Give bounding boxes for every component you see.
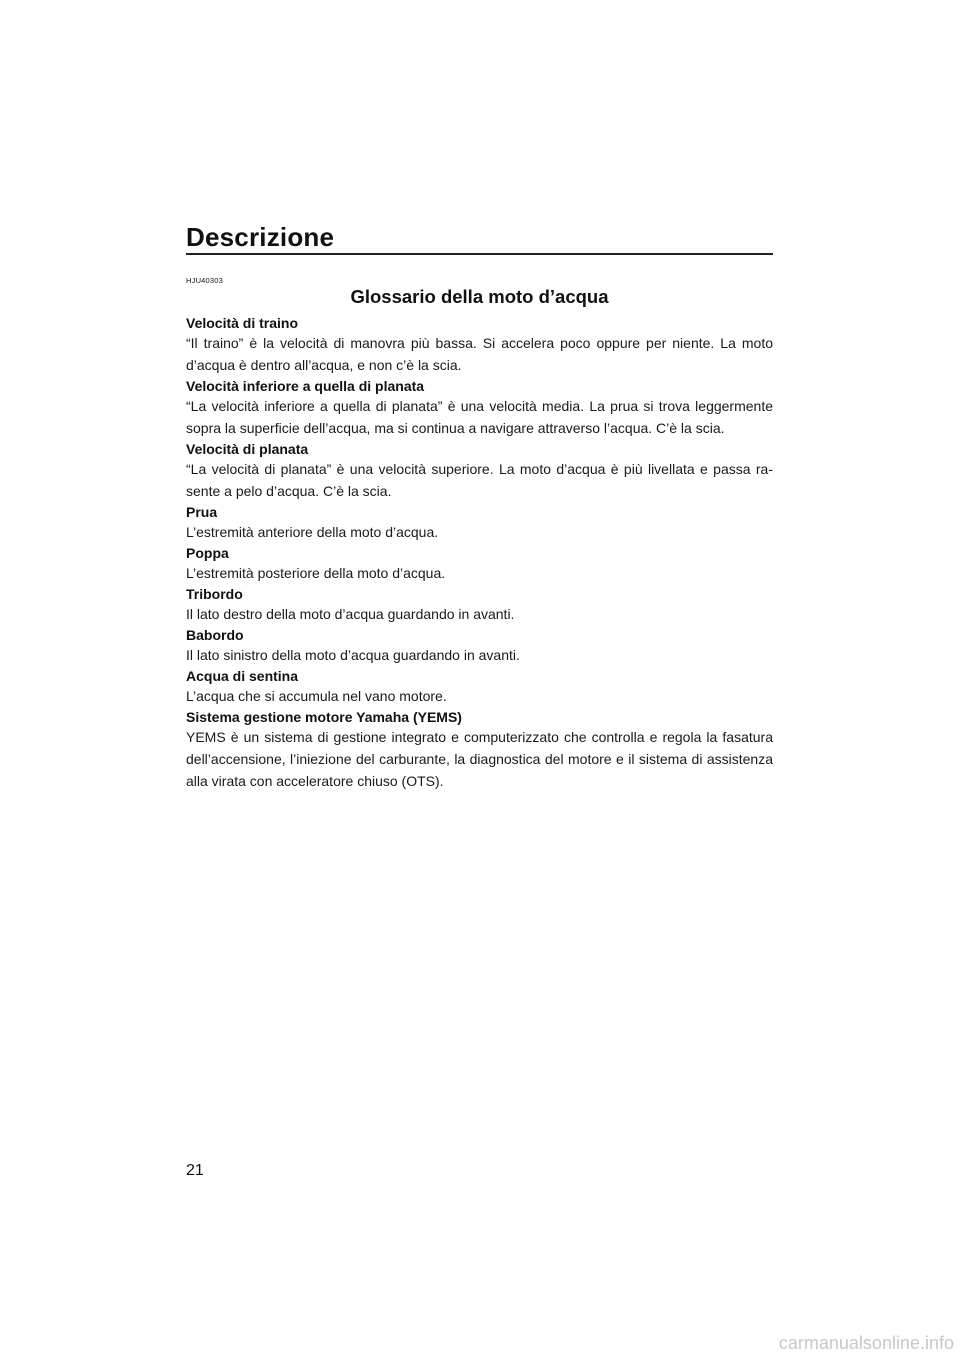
glossary-definition: “La velocità inferiore a quella di planata” è una velocità media. La prua si trova leggermente sopra la superficie dell’acqua, ma si continua a navigare attraverso l’acqua. C’è la scia. [186,398,773,436]
glossary-definition: L’estremità anteriore della moto d’acqua. [186,524,439,540]
watermark-link[interactable]: carmanualsonline.info [778,1333,954,1353]
glossary-definition: YEMS è un sistema di gestione integrato e computerizzato che controlla e regola la fasatura dell’accensione, l’iniezione del carburante, la diagnostica del motore e il sistema di assistenza alla virata con acceleratore chiuso (OTS). [186,729,773,789]
glossary-entry [186,626,773,666]
glossary-entry [186,503,773,543]
glossary-entry [186,667,773,707]
glossary-definition: “La velocità di planata” è una velocità superiore. La moto d’acqua è più livellata e passa ra-sente a pelo d’acqua. C’è la scia. [186,461,773,499]
glossary-definition: L’estremità posteriore della moto d’acqua. [186,565,446,581]
glossary-definition: “Il traino” è la velocità di manovra più bassa. Si accelera poco oppure per niente. La moto d’acqua è dentro all’acqua, e non c’è la scia. [186,335,773,373]
glossary-entry [186,585,773,625]
glossary-definition: Il lato destro della moto d’acqua guardando in avanti. [186,606,515,622]
section-title: Glossario della moto d’acqua [350,286,609,307]
glossary-entry [186,440,773,502]
glossary-term: Tribordo [186,586,243,602]
glossary-term: Velocità di traino [186,315,299,331]
main-content [186,276,773,793]
glossary-term: Sistema gestione motore Yamaha (YEMS) [186,709,462,725]
page-number: 21 [186,1162,204,1179]
glossary-term: Prua [186,504,218,520]
section-code: HJU40303 [186,276,224,285]
header-divider [186,253,773,255]
glossary-term: Babordo [186,627,244,643]
glossary-definition: Il lato sinistro della moto d’acqua guardando in avanti. [186,647,520,663]
glossary-term: Velocità inferiore a quella di planata [186,378,425,394]
glossary-term: Velocità di planata [186,441,309,457]
glossary-definition: L’acqua che si accumula nel vano motore. [186,688,447,704]
page-header-title: Descrizione [186,222,335,252]
glossary-entry [186,708,773,792]
glossary-term: Poppa [186,545,229,561]
glossary-term: Acqua di sentina [186,668,299,684]
glossary-entry [186,544,773,584]
glossary-entry [186,377,773,439]
glossary-entry [186,314,773,376]
glossary-list [186,314,773,792]
